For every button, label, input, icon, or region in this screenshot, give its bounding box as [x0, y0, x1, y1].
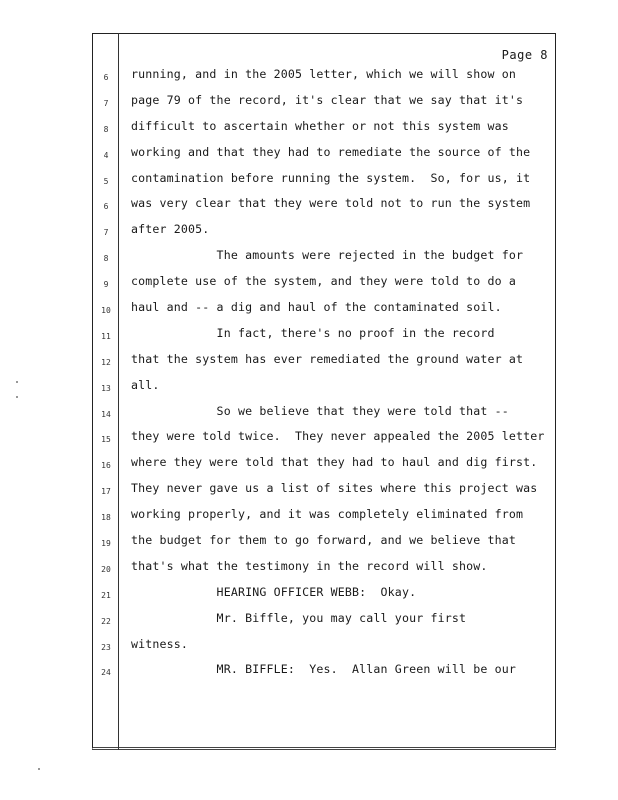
line-number: 20 [101, 564, 111, 574]
line-number: 8 [103, 254, 109, 264]
line-number: 16 [101, 461, 111, 471]
scan-speck [16, 381, 18, 383]
transcript-line [0, 67, 618, 93]
line-number: 22 [101, 616, 111, 626]
line-number: 7 [103, 228, 109, 238]
transcript-line [0, 171, 618, 197]
line-text: witness. [131, 636, 189, 651]
transcript-line [0, 145, 618, 171]
page-number: Page 8 [501, 48, 548, 62]
line-text: The amounts were rejected in the budget for [131, 248, 524, 263]
line-number: 13 [101, 383, 111, 393]
line-text: where they were told that they had to haul and dig first. [131, 455, 538, 470]
line-text: page 79 of the record, it's clear that we say that it's [131, 92, 524, 107]
scan-speck [16, 396, 18, 398]
line-number: 6 [103, 202, 109, 212]
line-text: working properly, and it was completely eliminated from [131, 507, 524, 522]
scan-speck [38, 768, 40, 770]
line-text: they were told twice. They never appealed the 2005 letter [131, 429, 545, 444]
line-number: 6 [103, 73, 109, 82]
line-text: In fact, there's no proof in the record [131, 325, 495, 340]
line-text: So we believe that they were told that -- [131, 403, 509, 418]
line-number: 19 [101, 539, 111, 549]
line-number: 24 [101, 668, 111, 678]
line-text: HEARING OFFICER WEBB: Okay. [131, 584, 417, 599]
line-number: 9 [103, 280, 109, 290]
line-number: 11 [101, 331, 111, 341]
transcript-line [0, 637, 618, 663]
transcript-line [0, 93, 618, 119]
line-number: 7 [103, 98, 109, 108]
transcript-line [0, 352, 618, 378]
line-number: 15 [101, 435, 111, 445]
line-text: complete use of the system, and they were told to do a [131, 274, 517, 289]
line-text: that the system has ever remediated the ground water at [131, 351, 524, 366]
line-text: haul and -- a dig and haul of the contaminated soil. [131, 300, 502, 315]
transcript-line [0, 585, 618, 611]
transcript-line [0, 559, 618, 585]
line-number: 12 [101, 357, 111, 367]
line-text: was very clear that they were told not to run the system [131, 196, 531, 211]
line-number: 17 [101, 487, 111, 497]
transcript-line [0, 274, 618, 300]
line-number: 14 [101, 409, 111, 419]
line-number: 23 [101, 642, 111, 652]
transcript-line [0, 429, 618, 455]
line-text: difficult to ascertain whether or not this system was [131, 118, 509, 133]
line-text: working and that they had to remediate the source of the [131, 144, 531, 159]
line-number: 21 [101, 590, 111, 600]
line-text: MR. BIFFLE: Yes. Allan Green will be our [131, 662, 517, 677]
line-text: after 2005. [131, 222, 210, 237]
transcript-line [0, 326, 618, 352]
line-text: contamination before running the system. So, for us, it [131, 170, 531, 185]
transcript-line [0, 404, 618, 430]
transcript-line [0, 611, 618, 637]
line-text: They never gave us a list of sites where this project was [131, 481, 538, 496]
transcript-line [0, 196, 618, 222]
transcript-line [0, 300, 618, 326]
transcript-line [0, 533, 618, 559]
line-text: running, and in the 2005 letter, which we will show on [131, 67, 517, 81]
transcript-line [0, 248, 618, 274]
transcript-line [0, 222, 618, 248]
line-number: 10 [101, 306, 111, 316]
transcript-line [0, 455, 618, 481]
line-text: that's what the testimony in the record will show. [131, 558, 488, 573]
line-text: Mr. Biffle, you may call your first [131, 610, 467, 625]
transcript-line [0, 481, 618, 507]
line-text: the budget for them to go forward, and we believe that [131, 533, 517, 548]
line-number: 5 [103, 176, 109, 186]
transcript-line [0, 662, 618, 688]
line-number: 18 [101, 513, 111, 523]
line-number: 4 [103, 150, 109, 160]
transcript-line [0, 507, 618, 533]
transcript-line [0, 119, 618, 145]
line-number: 8 [103, 124, 109, 134]
transcript-body [0, 67, 618, 688]
line-text: all. [131, 377, 160, 392]
transcript-line [0, 378, 618, 404]
